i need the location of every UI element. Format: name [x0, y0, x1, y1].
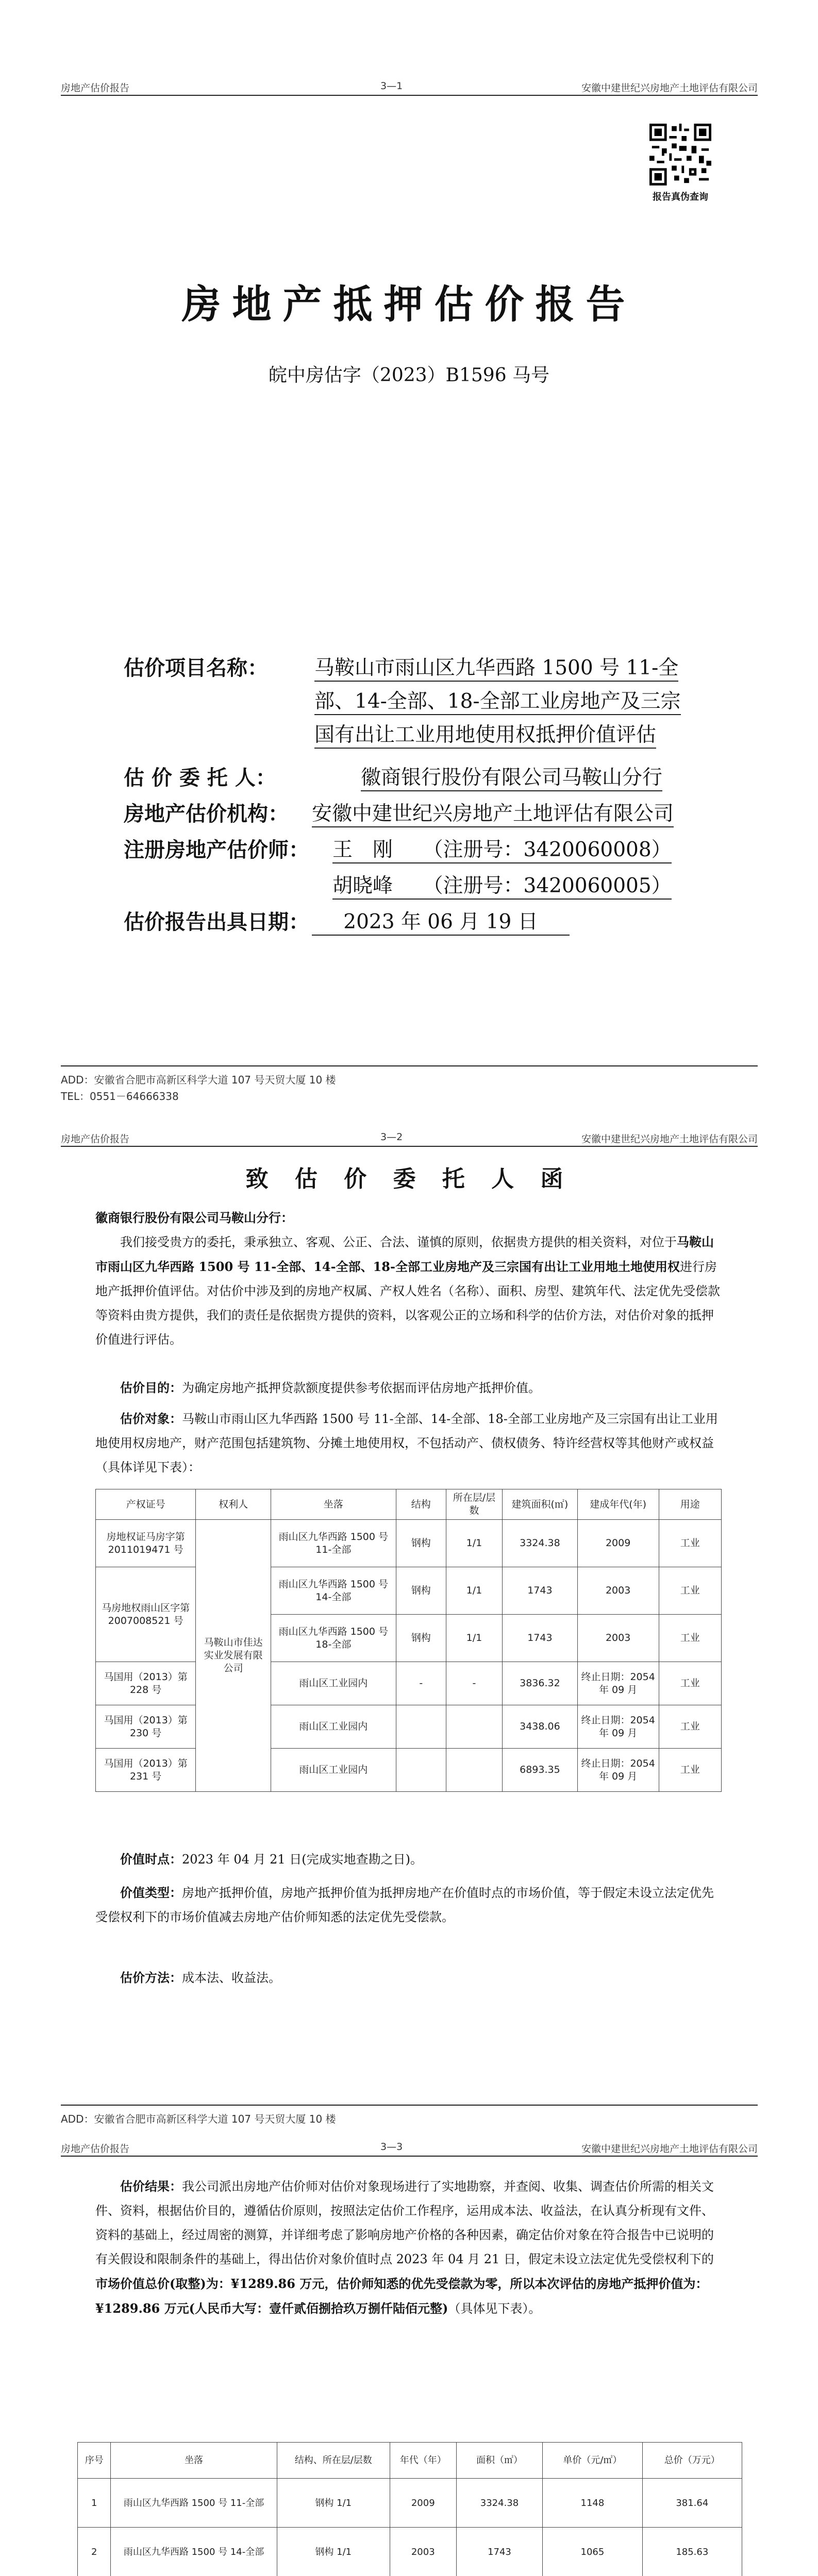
year: 2003 — [577, 1567, 659, 1615]
header-page-number: 3—3 — [380, 2141, 403, 2153]
floor — [446, 1749, 502, 1792]
value-type-label: 价值类型： — [120, 1885, 182, 1900]
project-label: 估价项目名称： — [124, 656, 268, 680]
valuation-table — [77, 2442, 742, 2576]
page-footer — [61, 2105, 758, 2127]
org-value: 安徽中建世纪兴房地产土地评估有限公司 — [312, 798, 674, 827]
use: 工业 — [659, 1662, 721, 1705]
date-value: 2023 年 06 月 19 日 — [312, 906, 570, 936]
use: 工业 — [659, 1567, 721, 1615]
method — [95, 1965, 722, 1990]
letter-title: 致 估 价 委 托 人 函 — [245, 1166, 573, 1192]
use: 工业 — [659, 1520, 721, 1567]
floor: 1/1 — [446, 1520, 502, 1567]
client-value: 徽商银行股份有限公司马鞍山分行 — [361, 761, 662, 791]
cert-no: 马国用（2013）第 228 号 — [96, 1662, 196, 1705]
header-right: 安徽中建世纪兴房地产土地评估有限公司 — [581, 82, 758, 94]
use: 工业 — [659, 1615, 721, 1662]
floor: 1/1 — [446, 1567, 502, 1615]
table-row — [78, 2479, 742, 2528]
location: 雨山区九华西路 1500 号 14-全部 — [111, 2528, 277, 2576]
value-type-text: 房地产抵押价值，房地产抵押价值为抵押房地产在价值时点的市场价值，等于假定未设立法定优先受偿权利下的市场价值减去房地产估价师知悉的法定优先受偿款。 — [95, 1886, 714, 1924]
intro-property: 马鞍山市雨山区九华西路 1500 号 11-全部、14-全部、18-全部工业房地产及三宗国有出让工业用地土地使用权 — [95, 1234, 714, 1274]
end-date: 终止日期：2054 年 09 月 — [577, 1705, 659, 1749]
result-text-1: 我公司派出房地产估价师对估价对象现场进行了实地勘察，并查阅、收集、调查估价所需的相关文件、资料，根据估价目的，遵循估价原则，按照法定估价工作程序，运用成本法、收益法，在认真分析现有文件、资料的基础上，经过周密的测算，并详细考虑了影响房地产价格的各种因素，确定估价对象在符合报告中已说明的有关假设和限制条件的基础上，得出估价对象价值时点 2023 年 04 月 21 日，假定未设立法定优先受偿权利下的 — [95, 2179, 714, 2266]
table-row — [96, 1662, 722, 1705]
structure: 钢构 1/1 — [277, 2479, 390, 2528]
structure: 钢构 — [396, 1567, 446, 1615]
purpose-label: 估价目的： — [120, 1380, 182, 1395]
page-letter-1 — [0, 1128, 818, 2164]
purpose-text: 为确定房地产抵押贷款额度提供参考依据而评估房地产抵押价值。 — [182, 1381, 541, 1395]
value-date-text: 2023 年 04 月 21 日(完成实地查勘之日)。 — [182, 1852, 423, 1867]
method-label: 估价方法： — [120, 1970, 182, 1985]
table-row — [96, 1749, 722, 1792]
purpose — [95, 1376, 722, 1400]
floor: - — [446, 1662, 502, 1705]
table-header: 建成年代(年) — [577, 1489, 659, 1520]
row-no: 1 — [78, 2479, 111, 2528]
area: 1743 — [456, 2528, 543, 2576]
intro-text-1: 我们接受贵方的委托，秉承独立、客观、公正、合法、谨慎的原则，依据贵方提供的相关资料，对位于 — [120, 1235, 677, 1249]
header-left: 房地产估价报告 — [61, 2143, 130, 2155]
result — [95, 2174, 722, 2321]
structure: 钢构 — [396, 1615, 446, 1662]
header-left: 房地产估价报告 — [61, 1133, 130, 1145]
floor — [446, 1705, 502, 1749]
owner: 马鞍山市佳达实业发展有限公司 — [196, 1520, 271, 1792]
report-title: 房地产抵押估价报告 — [181, 281, 637, 327]
location: 雨山区九华西路 1500 号 11-全部 — [271, 1520, 396, 1567]
value-type — [95, 1880, 722, 1929]
document-number: 皖中房估字（2023）B1596 马号 — [268, 365, 550, 386]
object-label: 估价对象： — [120, 1411, 182, 1426]
value-date — [95, 1847, 722, 1872]
location: 雨山区九华西路 1500 号 14-全部 — [271, 1567, 396, 1615]
qr-caption: 报告真伪查询 — [653, 192, 708, 202]
structure: 钢构 1/1 — [277, 2528, 390, 2576]
table-header: 序号 — [78, 2443, 111, 2479]
structure: 钢构 — [396, 1520, 446, 1567]
project-line-2: 部、14-全部、18-全部工业房地产及三宗 — [314, 685, 681, 715]
page-header — [61, 77, 758, 96]
year: 2003 — [577, 1615, 659, 1662]
page-letter-2 — [0, 2138, 818, 2576]
structure — [396, 1749, 446, 1792]
table-header: 用途 — [659, 1489, 721, 1520]
date-label: 估价报告出具日期： — [124, 910, 309, 934]
table-header: 所在层/层数 — [446, 1489, 502, 1520]
header-page-number: 3—1 — [380, 80, 403, 92]
total-price: 185.63 — [642, 2528, 742, 2576]
table-header: 坐落 — [271, 1489, 396, 1520]
method-text: 成本法、收益法。 — [182, 1971, 281, 1985]
row-no: 2 — [78, 2528, 111, 2576]
table-header: 结构、所在层/层数 — [277, 2443, 390, 2479]
table-header: 坐落 — [111, 2443, 277, 2479]
year: 2009 — [577, 1520, 659, 1567]
structure: - — [396, 1662, 446, 1705]
page-header — [61, 2138, 758, 2157]
table-row — [96, 1567, 722, 1615]
floor: 1/1 — [446, 1615, 502, 1662]
table-header: 单价（元/㎡） — [543, 2443, 642, 2479]
end-date: 终止日期：2054 年 09 月 — [577, 1749, 659, 1792]
appraiser-1: 王 刚 （注册号：3420060008） — [332, 834, 672, 863]
table-header-row — [78, 2443, 742, 2479]
cert-no: 马房地权雨山区字第 2007008521 号 — [96, 1567, 196, 1662]
letter-intro — [95, 1230, 722, 1352]
page-header — [61, 1128, 758, 1147]
structure — [396, 1705, 446, 1749]
header-page-number: 3—2 — [380, 1131, 403, 1143]
object — [95, 1406, 722, 1480]
project-line-3: 国有出让工业用地使用权抵押价值评估 — [314, 719, 656, 749]
object-text: 马鞍山市雨山区九华西路 1500 号 11-全部、14-全部、18-全部工业房地产及三宗国有出让工业用地使用权房地产，财产范围包括建筑物、分摊土地使用权，不包括动产、债权债务、特许经营权等其他财产或权益（具体详见下表）： — [95, 1412, 718, 1475]
area: 3438.06 — [503, 1705, 578, 1749]
location: 雨山区工业园内 — [271, 1749, 396, 1792]
table-row — [78, 2528, 742, 2576]
unit-price: 1148 — [543, 2479, 642, 2528]
cert-no: 马国用（2013）第 231 号 — [96, 1749, 196, 1792]
footer-phone: TEL：0551－64666338 — [61, 1090, 179, 1103]
table-header: 建筑面积(㎡) — [503, 1489, 578, 1520]
header-left: 房地产估价报告 — [61, 82, 130, 94]
table-row — [96, 1520, 722, 1567]
area: 6893.35 — [503, 1749, 578, 1792]
end-date: 终止日期：2054 年 09 月 — [577, 1662, 659, 1705]
page-cover — [0, 0, 818, 1103]
use: 工业 — [659, 1705, 721, 1749]
use: 工业 — [659, 1749, 721, 1792]
footer-address: ADD：安徽省合肥市高新区科学大道 107 号天贸大厦 10 楼 — [61, 2113, 336, 2125]
header-right: 安徽中建世纪兴房地产土地评估有限公司 — [581, 1133, 758, 1145]
property-table — [95, 1489, 722, 1792]
table-row — [96, 1705, 722, 1749]
location: 雨山区工业园内 — [271, 1662, 396, 1705]
project-line-1: 马鞍山市雨山区九华西路 1500 号 11-全 — [314, 652, 678, 682]
total-price: 381.64 — [642, 2479, 742, 2528]
org-label: 房地产估价机构： — [124, 802, 289, 826]
table-header: 结构 — [396, 1489, 446, 1520]
footer-address: ADD：安徽省合肥市高新区科学大道 107 号天贸大厦 10 楼 — [61, 1074, 336, 1086]
table-header: 面积（㎡） — [456, 2443, 543, 2479]
table-header: 总价（万元） — [642, 2443, 742, 2479]
result-label: 估价结果： — [120, 2179, 182, 2194]
qr-code-icon[interactable] — [649, 124, 711, 185]
result-value: 市场价值总价(取整)为：¥1289.86 万元，估价师知悉的优先受偿款为零，所以本次评估的房地产抵押价值为：¥1289.86 万元(人民币大写：壹仟贰佰捌拾玖万捌仟陆佰元整) — [95, 2276, 708, 2316]
location: 雨山区九华西路 1500 号 11-全部 — [111, 2479, 277, 2528]
location: 雨山区九华西路 1500 号 18-全部 — [271, 1615, 396, 1662]
year: 2003 — [390, 2528, 456, 2576]
table-header: 产权证号 — [96, 1489, 196, 1520]
intro-text-2: 进行房地产抵押价值评估。对估价中涉及到的房地产权属、产权人姓名（名称）、面积、房型、建筑年代、法定优先受偿款等资料由贵方提供，我们的责任是依据贵方提供的资料，以客观公正的立场和科学的估价方法，对估价对象的抵押价值进行评估。 — [95, 1260, 720, 1347]
result-text-2: （具体见下表）。 — [448, 2301, 541, 2316]
header-right: 安徽中建世纪兴房地产土地评估有限公司 — [581, 2143, 758, 2155]
cert-no: 马国用（2013）第 230 号 — [96, 1705, 196, 1749]
area: 1743 — [503, 1615, 578, 1662]
location: 雨山区工业园内 — [271, 1705, 396, 1749]
area: 3324.38 — [503, 1520, 578, 1567]
unit-price: 1065 — [543, 2528, 642, 2576]
addressee: 徽商银行股份有限公司马鞍山分行： — [95, 1210, 293, 1225]
area: 3836.32 — [503, 1662, 578, 1705]
area: 3324.38 — [456, 2479, 543, 2528]
appraiser-2: 胡晓峰 （注册号：3420060005） — [332, 870, 672, 900]
area: 1743 — [503, 1567, 578, 1615]
client-label: 估 价 委 托 人： — [124, 766, 276, 790]
value-date-label: 价值时点： — [120, 1852, 182, 1867]
cert-no: 房地权证马房字第 2011019471 号 — [96, 1520, 196, 1567]
table-header: 权利人 — [196, 1489, 271, 1520]
page-footer — [61, 1065, 758, 1105]
year: 2009 — [390, 2479, 456, 2528]
appraiser-label: 注册房地产估价师： — [124, 838, 309, 862]
table-header-row — [96, 1489, 722, 1520]
table-header: 年代（年） — [390, 2443, 456, 2479]
